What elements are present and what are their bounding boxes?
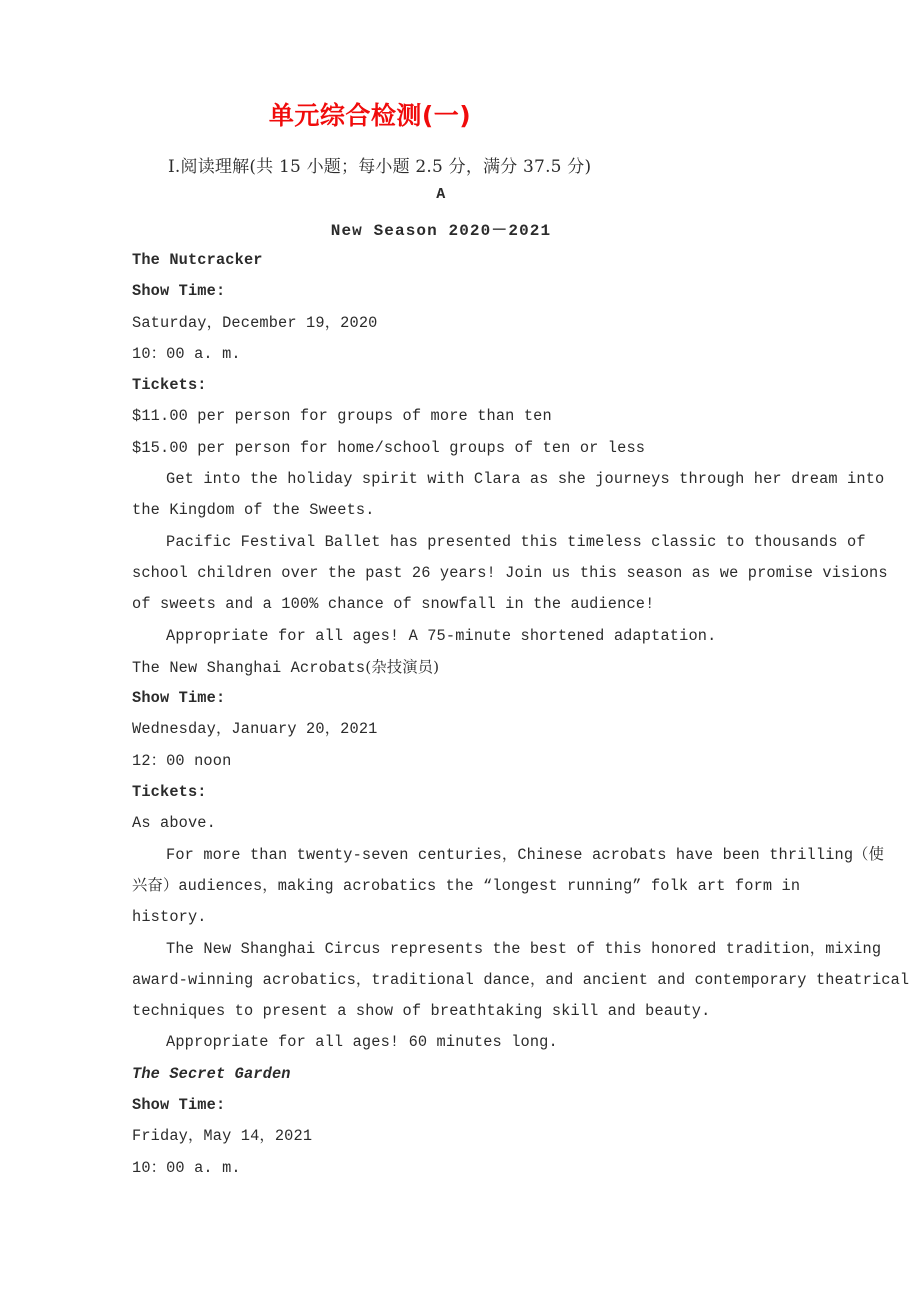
passage-letter-heading: A bbox=[436, 186, 446, 203]
nutcracker-desc-line-2: the Kingdom of the Sweets. bbox=[132, 501, 375, 520]
acrobats-history-line-1: For more than twenty-seven centuries，Chinese acrobats have been thrilling（使 bbox=[166, 845, 885, 864]
show-time-clock-2: 12：00 noon bbox=[132, 751, 232, 770]
show-time-label-3: Show Time: bbox=[132, 1096, 226, 1115]
tickets-as-above: As above. bbox=[132, 814, 216, 833]
show-time-date-3: Friday，May 14，2021 bbox=[132, 1127, 313, 1146]
circus-desc-line-3: techniques to present a show of breathtaking skill and beauty. bbox=[132, 1002, 711, 1021]
ticket-price-home-school: $15.00 per person for home/school groups of ten or less bbox=[132, 438, 646, 457]
show-time-clock-1: 10：00 a. m. bbox=[132, 344, 241, 363]
tickets-label-2: Tickets: bbox=[132, 783, 207, 802]
show-title-secret-garden: The Secret Garden bbox=[132, 1064, 291, 1083]
show-title-shanghai-acrobats-gloss: (杂技演员) bbox=[365, 657, 440, 676]
show-title-nutcracker: The Nutcracker bbox=[132, 251, 263, 269]
show-title-shanghai-acrobats-text: The New Shanghai Acrobats bbox=[132, 658, 366, 677]
season-heading: New Season 2020－2021 bbox=[330, 222, 552, 240]
show-time-date-2: Wednesday，January 20，2021 bbox=[132, 720, 378, 739]
nutcracker-appropriate-note: Appropriate for all ages! A 75-minute shortened adaptation. bbox=[166, 626, 717, 645]
show-time-clock-3: 10：00 a. m. bbox=[132, 1158, 241, 1177]
show-title-shanghai-acrobats bbox=[132, 652, 816, 683]
nutcracker-desc-line-1: Get into the holiday spirit with Clara as she journeys through her dream into bbox=[166, 470, 885, 489]
passage-body bbox=[132, 245, 910, 1184]
nutcracker-history-line-2: school children over the past 26 years! Join us this season as we promise visions bbox=[132, 563, 888, 582]
acrobats-history-line-3: history. bbox=[132, 908, 207, 927]
nutcracker-history-line-1: Pacific Festival Ballet has presented this timeless classic to thousands of bbox=[166, 532, 866, 551]
page-title: 单元综合检测(一) bbox=[268, 101, 472, 130]
acrobats-appropriate-note: Appropriate for all ages! 60 minutes long. bbox=[166, 1033, 558, 1052]
show-time-label-2: Show Time: bbox=[132, 689, 226, 708]
nutcracker-history-line-3: of sweets and a 100% chance of snowfall in the audience! bbox=[132, 595, 655, 614]
section-heading-reading-comprehension: Ⅰ.阅读理解(共 15 小题；每小题 2.5 分，满分 37.5 分) bbox=[168, 157, 592, 177]
circus-desc-line-1: The New Shanghai Circus represents the best of this honored tradition，mixing bbox=[166, 939, 882, 958]
acrobats-history-line-2: 兴奋）audiences，making acrobatics the “longest running” folk art form in bbox=[132, 876, 801, 895]
ticket-price-group: $11.00 per person for groups of more than ten bbox=[132, 407, 552, 426]
show-time-label-1: Show Time: bbox=[132, 282, 226, 301]
show-time-date-1: Saturday，December 19，2020 bbox=[132, 313, 378, 332]
circus-desc-line-2: award-winning acrobatics，traditional dance，and ancient and contemporary theatrical bbox=[132, 970, 910, 989]
tickets-label-1: Tickets: bbox=[132, 376, 207, 395]
